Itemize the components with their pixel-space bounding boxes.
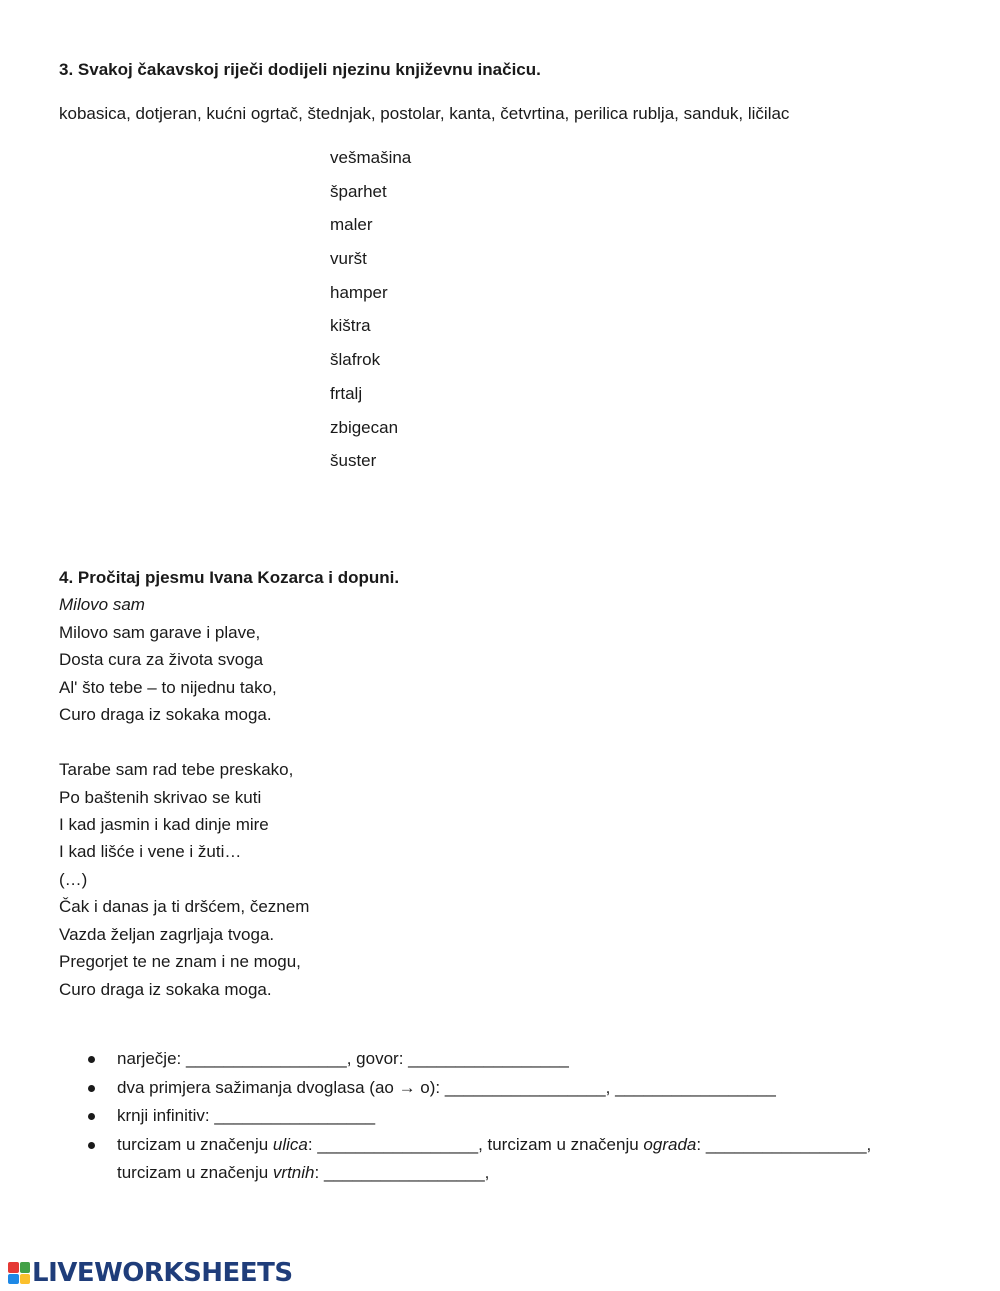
separator: , <box>605 1077 616 1097</box>
task3-word-bank: kobasica, dotjeran, kućni ogrtač, štednjak, postolar, kanta, četvrtina, perilica rublja, sanduk, ličilac <box>59 104 790 123</box>
answer-blank-ulica[interactable]: _________________ <box>317 1134 479 1154</box>
chakavian-word: zbigecan <box>330 417 399 437</box>
task3-word-list <box>330 141 411 478</box>
task3-heading: 3. Svakoj čakavskoj riječi dodijeli njezinu književnu inačicu. <box>59 60 541 79</box>
answer-blank-example-1[interactable]: _________________ <box>444 1077 606 1097</box>
question-label: , govor: <box>346 1049 409 1068</box>
bullet-icon <box>88 1142 95 1149</box>
question-label: turcizam u značenju <box>117 1163 273 1182</box>
bullet-icon <box>88 1056 95 1063</box>
answer-blank-speech[interactable]: _________________ <box>408 1049 569 1068</box>
question-label: narječje: <box>117 1049 186 1068</box>
term-ulica: ulica <box>272 1134 308 1154</box>
comma: , <box>484 1163 490 1182</box>
liveworksheets-logo[interactable] <box>8 1258 293 1288</box>
stanza-gap <box>59 729 399 756</box>
poem-line: Po baštenih skrivao se kuti <box>59 787 262 807</box>
question-turkisms-continued <box>88 1159 871 1188</box>
poem-title: Milovo sam <box>59 595 145 615</box>
poem-line: Milovo sam garave i plave, <box>59 622 261 642</box>
answer-blank-infinitive[interactable]: _________________ <box>214 1106 376 1125</box>
poem-line: Tarabe sam rad tebe preskako, <box>59 760 294 780</box>
chakavian-word: šuster <box>330 451 377 471</box>
chakavian-word: vuršt <box>330 249 367 269</box>
liveworksheets-logo-icon <box>8 1262 30 1284</box>
task4-block <box>59 564 399 1003</box>
comma: , <box>866 1134 872 1154</box>
colon: : <box>696 1134 706 1154</box>
chakavian-word: frtalj <box>330 383 363 403</box>
poem-line: Al' što tebe – to nijednu tako, <box>59 677 277 697</box>
poem-line: I kad lišće i vene i žuti… <box>59 842 242 862</box>
question-label: turcizam u značenju <box>117 1134 273 1154</box>
brand-name: LIVEWORKSHEETS <box>32 1258 293 1288</box>
answer-blank-example-2[interactable]: _________________ <box>615 1077 776 1097</box>
question-dialect <box>88 1045 871 1074</box>
poem-line: Curo draga iz sokaka moga. <box>59 979 272 999</box>
poem-line: (…) <box>59 869 88 889</box>
question-diphthong <box>88 1074 871 1103</box>
question-turkisms <box>88 1131 871 1160</box>
answer-blank-vrtnih[interactable]: _________________ <box>323 1163 485 1182</box>
question-infinitive <box>88 1102 871 1131</box>
poem-line: Curo draga iz sokaka moga. <box>59 705 272 725</box>
bullet-icon <box>88 1113 95 1120</box>
poem-line: I kad jasmin i kad dinje mire <box>59 814 269 834</box>
task4-heading: 4. Pročitaj pjesmu Ivana Kozarca i dopuni. <box>59 568 400 587</box>
chakavian-word: maler <box>330 215 373 235</box>
question-label: dva primjera sažimanja dvoglasa (ao → o): <box>117 1077 445 1097</box>
bullet-icon <box>88 1085 95 1092</box>
answer-blank-ograda[interactable]: _________________ <box>705 1134 867 1154</box>
term-ograda: ograda <box>643 1134 697 1154</box>
question-label: , turcizam u značenju <box>478 1134 644 1154</box>
poem-line: Pregorjet te ne znam i ne mogu, <box>59 952 301 972</box>
chakavian-word: vešmašina <box>330 148 412 167</box>
colon: : <box>314 1163 324 1182</box>
term-vrtnih: vrtnih <box>272 1163 315 1182</box>
question-label: krnji infinitiv: <box>117 1106 215 1125</box>
chakavian-word: šparhet <box>330 181 387 201</box>
chakavian-word: kištra <box>330 316 371 336</box>
poem-line: Čak i danas ja ti dršćem, čeznem <box>59 897 310 917</box>
chakavian-word: šlafrok <box>330 350 381 370</box>
poem-line: Vazda željan zagrljaja tvoga. <box>59 924 275 944</box>
poem-line: Dosta cura za života svoga <box>59 650 264 670</box>
task4-questions <box>88 1045 871 1188</box>
answer-blank-dialect[interactable]: _________________ <box>185 1049 347 1068</box>
colon: : <box>307 1134 318 1154</box>
chakavian-word: hamper <box>330 282 388 302</box>
